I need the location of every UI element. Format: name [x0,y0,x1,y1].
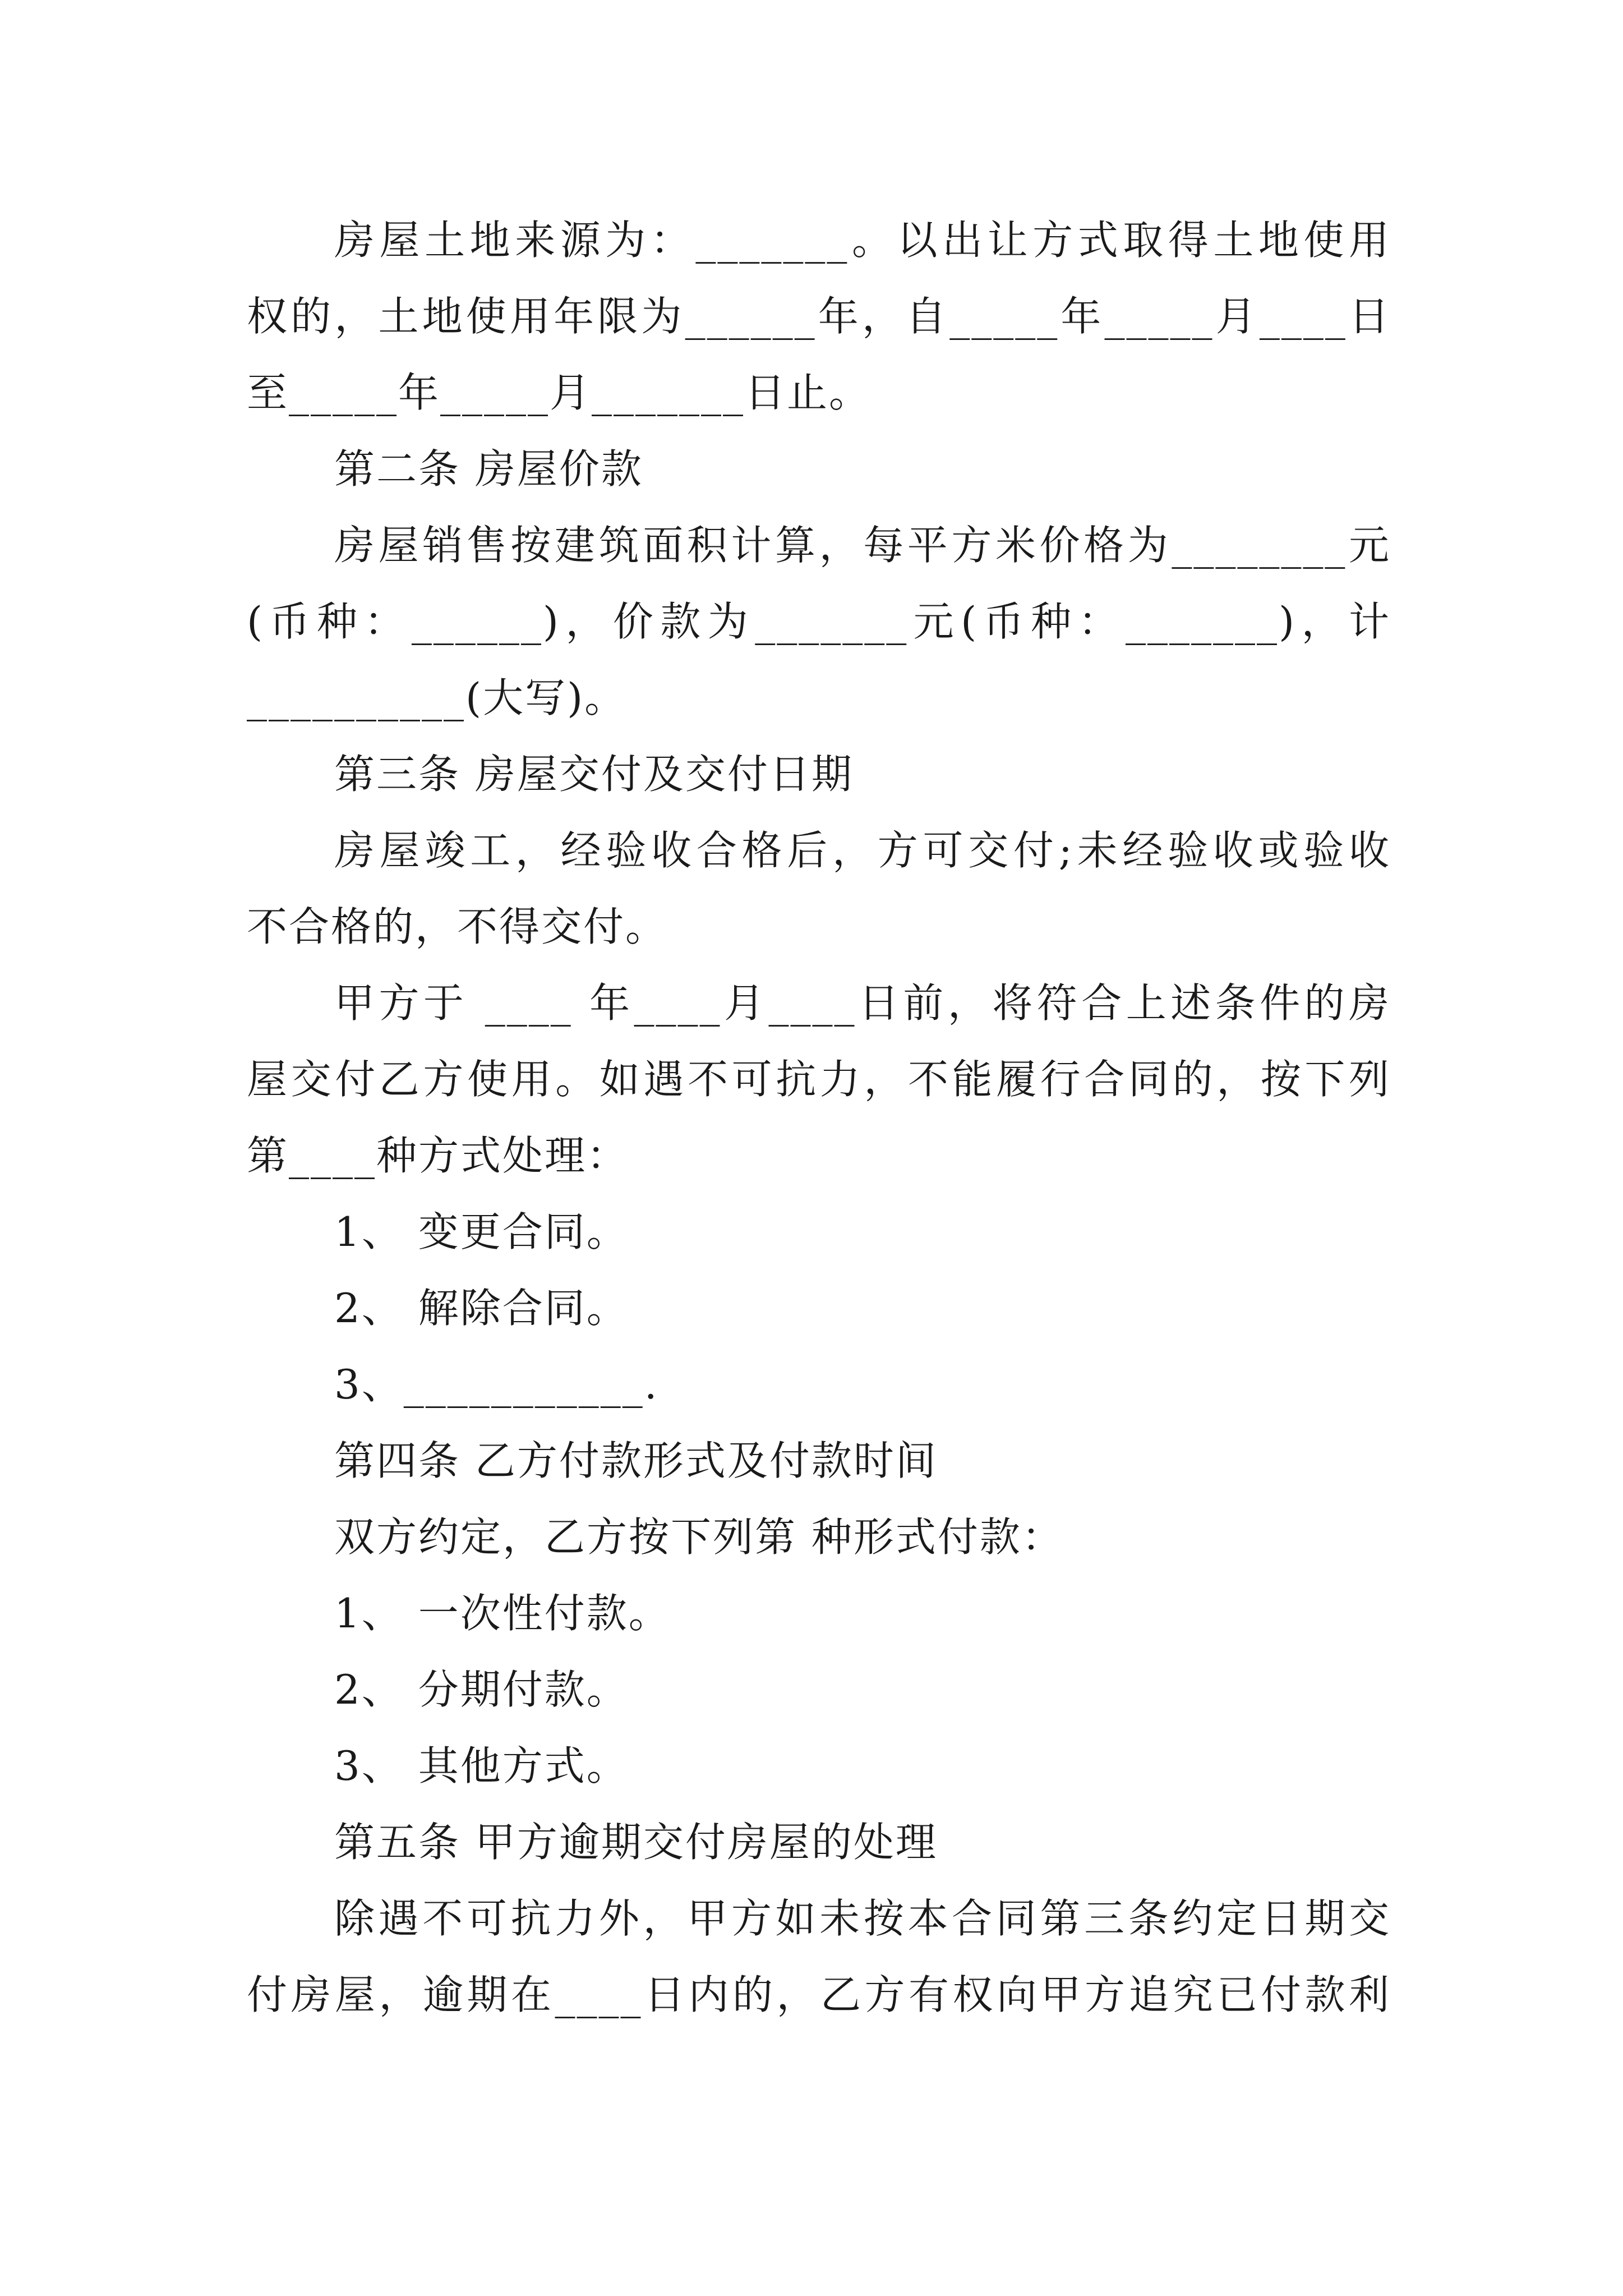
paragraph-line: 付房屋，逾期在____日内的，乙方有权向甲方追究已付款利 [247,1971,1391,2018]
paragraph-line: 房屋销售按建筑面积计算，每平方米价格为________元 [334,522,1391,569]
section-heading: 第四条 乙方付款形式及付款时间 [334,1437,938,1484]
paragraph-line: 至_____年_____月_______日止。 [247,369,872,416]
document-body [247,202,1391,2033]
paragraph-line: 第____种方式处理： [247,1132,629,1179]
paragraph-line: 不合格的，不得交付。 [247,903,668,950]
list-item: 3、 其他方式。 [334,1742,629,1789]
paragraph-line: 除遇不可抗力外，甲方如未按本合同第三条约定日期交 [334,1895,1391,1942]
list-item: 3、___________. [334,1361,659,1408]
list-item: 1、 一次性付款。 [334,1590,671,1637]
paragraph-line: 甲方于 ____ 年____月____日前，将符合上述条件的房 [334,979,1391,1027]
section-heading: 第五条 甲方逾期交付房屋的处理 [334,1819,938,1866]
paragraph-line: 房屋土地来源为：_______。以出让方式取得土地使用 [334,217,1391,264]
list-item: 2、 解除合同。 [334,1285,629,1332]
paragraph-line: (币种：______)，价款为_______元(币种：_______)，计 [247,598,1391,645]
paragraph-line: 房屋竣工，经验收合格后，方可交付;未经验收或验收 [334,827,1391,874]
list-item: 2、 分期付款。 [334,1666,629,1713]
list-item: 1、 变更合同。 [334,1208,629,1255]
section-heading: 第三条 房屋交付及交付日期 [334,751,854,798]
paragraph-line: __________(大写)。 [247,674,627,721]
paragraph-line: 屋交付乙方使用。如遇不可抗力，不能履行合同的，按下列 [247,1056,1391,1103]
paragraph-line: 双方约定，乙方按下列第 种形式付款： [334,1513,1064,1561]
section-heading: 第二条 房屋价款 [334,445,643,493]
paragraph-line: 权的，土地使用年限为______年，自_____年_____月____日 [247,293,1391,340]
